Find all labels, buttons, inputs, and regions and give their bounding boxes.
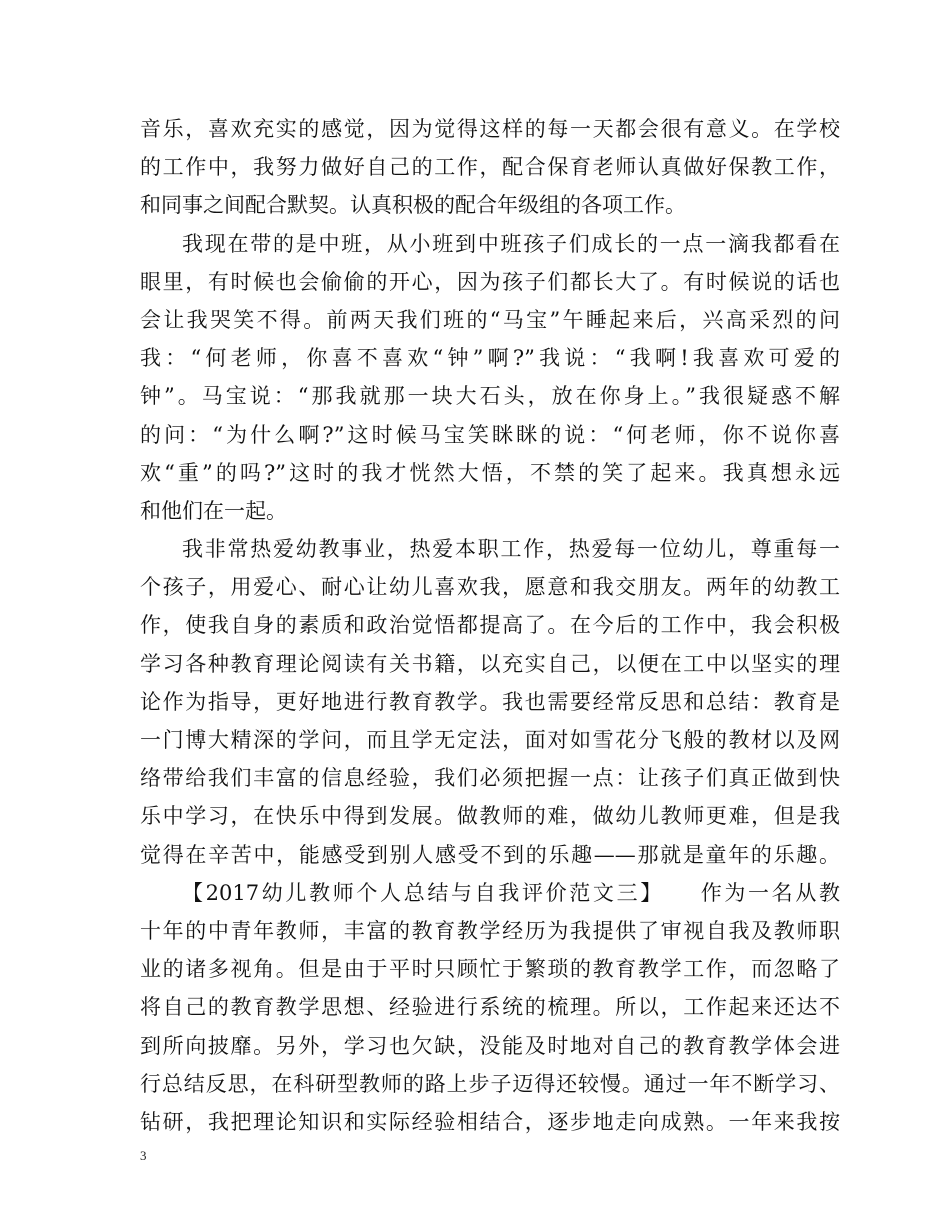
text-line: 到所向披靡。另外，学习也欠缺，没能及时地对自己的教育教学体会进: [140, 1033, 840, 1058]
text-line: 【2017幼儿教师个人总结与自我评价范文三】 作为一名从教: [182, 880, 840, 905]
text-line: 我非常热爱幼教事业，热爱本职工作，热爱每一位幼儿，尊重每一: [182, 537, 840, 562]
text-line: 作，使我自身的素质和政治觉悟都提高了。在今后的工作中，我会积极: [140, 613, 840, 638]
text-line: 的问：“为什么啊?”这时候马宝笑眯眯的说：“何老师，你不说你喜: [140, 422, 840, 447]
text-line: 我现在带的是中班，从小班到中班孩子们成长的一点一滴我都看在: [182, 231, 840, 256]
text-line: 论作为指导，更好地进行教育教学。我也需要经常反思和总结：教育是: [140, 689, 840, 714]
text-line: 和同事之间配合默契。认真积极的配合年级组的各项工作。: [140, 193, 686, 218]
text-line: 我：“何老师，你喜不喜欢“钟”啊?”我说：“我啊!我喜欢可爱的: [140, 346, 840, 371]
text-line: 个孩子，用爱心、耐心让幼儿喜欢我，愿意和我交朋友。两年的幼教工: [140, 575, 840, 600]
text-line: 将自己的教育教学思想、经验进行系统的梳理。所以，工作起来还达不: [140, 995, 840, 1020]
text-line: 钻研，我把理论知识和实际经验相结合，逐步地走向成熟。一年来我按: [140, 1109, 840, 1134]
text-line: 乐中学习，在快乐中得到发展。做教师的难，做幼儿教师更难，但是我: [140, 804, 840, 829]
body-text: [140, 110, 840, 1141]
page-number: 3: [140, 1148, 147, 1163]
text-line: 觉得在辛苦中，能感受到别人感受不到的乐趣——那就是童年的乐趣。: [140, 842, 840, 867]
text-line: 音乐，喜欢充实的感觉，因为觉得这样的每一天都会很有意义。在学校: [140, 117, 840, 141]
text-line: 学习各种教育理论阅读有关书籍，以充实自己，以便在工中以坚实的理: [140, 651, 840, 676]
text-line: 会让我哭笑不得。前两天我们班的“马宝”午睡起来后，兴高采烈的问: [140, 307, 840, 332]
text-line: 和他们在一起。: [140, 498, 287, 523]
text-line: 的工作中，我努力做好自己的工作，配合保育老师认真做好保教工作，: [140, 155, 840, 180]
text-line: 业的诸多视角。但是由于平时只顾忙于繁琐的教育教学工作，而忽略了: [140, 957, 840, 982]
text-line: 十年的中青年教师，丰富的教育教学经历为我提供了审视自我及教师职: [140, 918, 840, 943]
text-line: 络带给我们丰富的信息经验，我们必须把握一点：让孩子们真正做到快: [140, 766, 840, 791]
text-line: 钟”。马宝说：“那我就那一块大石头，放在你身上。”我很疑惑不解: [140, 384, 840, 409]
text-line: 一门博大精深的学问，而且学无定法，面对如雪花分飞般的教材以及网: [140, 728, 840, 752]
text-line: 眼里，有时候也会偷偷的开心，因为孩子们都长大了。有时候说的话也: [140, 269, 840, 294]
text-line: 行总结反思，在科研型教师的路上步子迈得还较慢。通过一年不断学习、: [140, 1071, 840, 1096]
text-line: 欢“重”的吗?”这时的我才恍然大悟，不禁的笑了起来。我真想永远: [140, 460, 840, 485]
